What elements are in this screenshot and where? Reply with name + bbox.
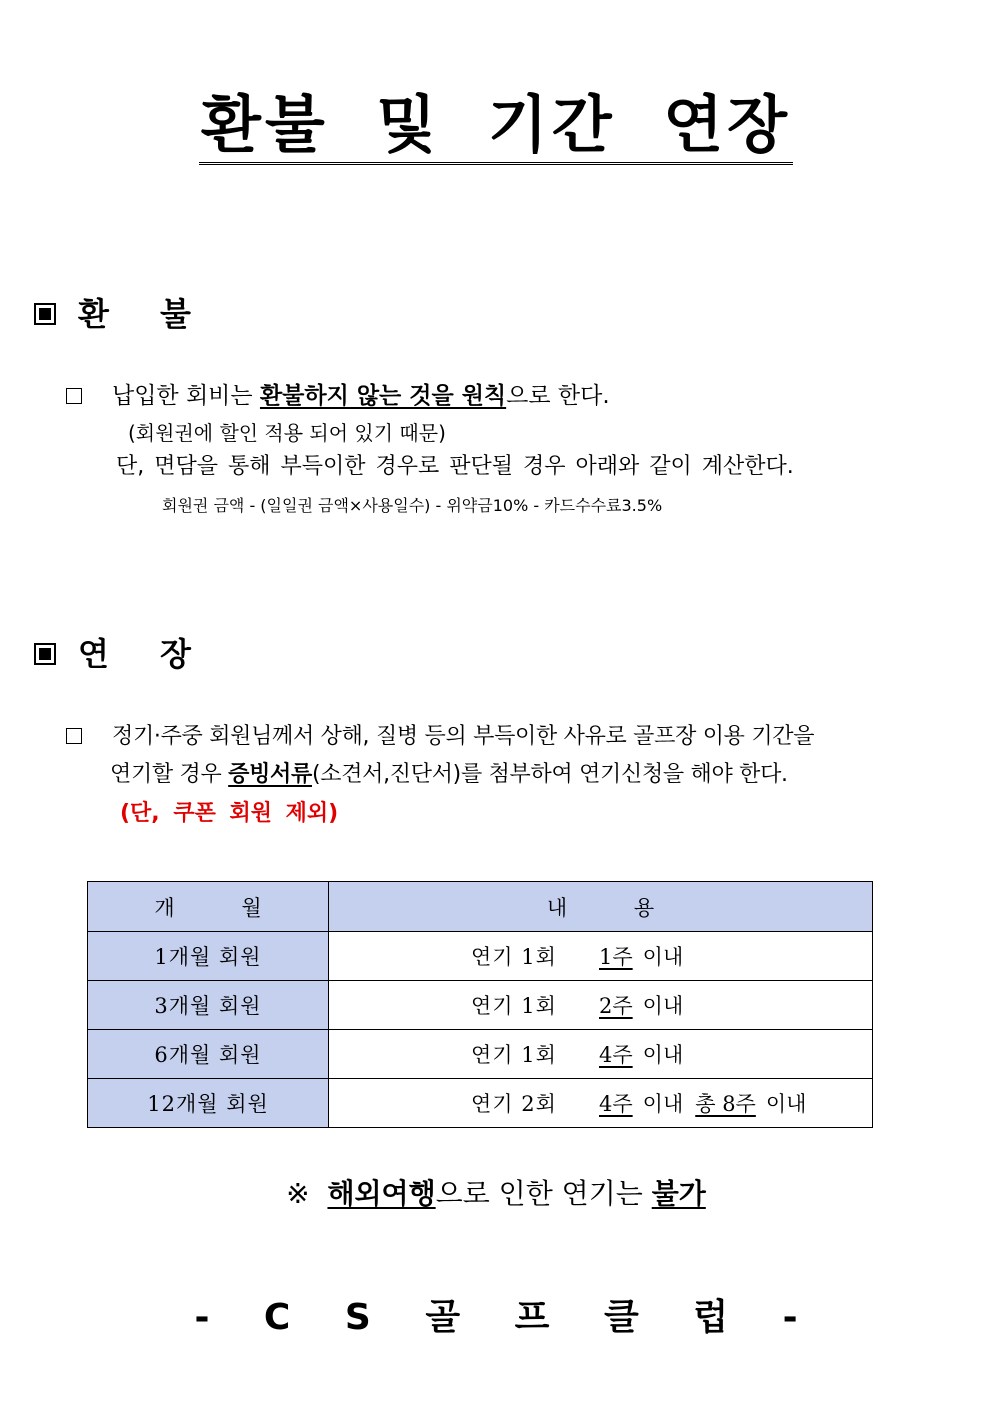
refund-principle-pre: 납입한 회비는 — [112, 383, 260, 409]
header-period: 개 월 — [88, 882, 329, 932]
empty-square-bullet-icon — [66, 388, 82, 404]
ext-count: 연기 1회 — [471, 1043, 557, 1067]
reference-mark: ※ — [286, 1177, 310, 1210]
refund-exception-line: 단, 면담을 통해 부득이한 경우로 판단될 경우 아래와 같이 계산한다. — [116, 454, 794, 479]
ext-limit: 1주 — [599, 945, 633, 969]
refund-principle-post: 으로 한다. — [506, 383, 610, 409]
refund-principle-bold: 환불하지 않는 것을 원칙 — [259, 383, 507, 409]
row-content — [329, 932, 873, 981]
refund-heading-text: 환 불 — [78, 295, 211, 333]
overseas-bold: 해외여행 — [327, 1177, 436, 1210]
overseas-not-allowed: 불가 — [651, 1177, 706, 1210]
ext-limit: 2주 — [599, 994, 633, 1018]
extension-heading-text: 연 장 — [78, 635, 211, 673]
ext-suffix: 이내 — [642, 1043, 684, 1067]
row-period: 6개월 회원 — [88, 1030, 329, 1079]
empty-square-bullet-icon — [66, 728, 82, 744]
overseas-mid: 으로 인한 연기는 — [435, 1177, 652, 1210]
club-name: - C S 골 프 클 럽 - — [194, 1297, 798, 1338]
extension-line-2 — [110, 760, 788, 790]
row-content — [329, 1030, 873, 1079]
ext-suffix: 이내 — [642, 994, 684, 1018]
square-marker-icon — [34, 303, 56, 325]
ext-count: 연기 1회 — [471, 994, 557, 1018]
ext-limit: 4주 — [599, 1043, 633, 1067]
ext-count: 연기 2회 — [471, 1092, 557, 1116]
header-content: 내 용 — [329, 882, 873, 932]
row-content — [329, 1079, 873, 1128]
ext-suffix: 이내 — [642, 1092, 684, 1116]
table-header-row — [88, 882, 873, 932]
extension-heading — [34, 634, 211, 674]
table-row — [88, 932, 873, 981]
ext-total-suffix: 이내 — [765, 1092, 807, 1116]
refund-reason: (회원권에 할인 적용 되어 있기 때문) — [128, 421, 446, 445]
ext-limit: 4주 — [599, 1092, 633, 1116]
table-row — [88, 981, 873, 1030]
coupon-exception-note: (단, 쿠폰 회원 제외) — [120, 801, 339, 826]
extension-line-2-post: (소견서,진단서)를 첨부하여 연기신청을 해야 한다. — [311, 762, 788, 787]
row-period: 12개월 회원 — [88, 1079, 329, 1128]
row-period: 3개월 회원 — [88, 981, 329, 1030]
page-title: 환불 및 기간 연장 — [199, 88, 793, 165]
table-row — [88, 1030, 873, 1079]
extension-line-1 — [66, 722, 814, 752]
row-period: 1개월 회원 — [88, 932, 329, 981]
overseas-notice — [0, 1176, 992, 1212]
square-marker-icon — [34, 643, 56, 665]
row-content — [329, 981, 873, 1030]
refund-heading — [34, 294, 211, 334]
refund-formula: 회원권 금액 - (일일권 금액×사용일수) - 위약금10% - 카드수수료3.5% — [162, 496, 663, 515]
title-container — [0, 88, 992, 165]
ext-suffix: 이내 — [642, 945, 684, 969]
table-row — [88, 1079, 873, 1128]
extension-line-2-pre: 연기할 경우 — [110, 762, 229, 787]
extension-table — [87, 881, 873, 1128]
ext-total: 총 8주 — [695, 1092, 756, 1116]
extension-docs-bold: 증빙서류 — [228, 762, 312, 787]
extension-line-1-text: 정기·주중 회원님께서 상해, 질병 등의 부득이한 사유로 골프장 이용 기간을 — [112, 724, 815, 749]
ext-count: 연기 1회 — [471, 945, 557, 969]
refund-principle — [66, 381, 610, 411]
